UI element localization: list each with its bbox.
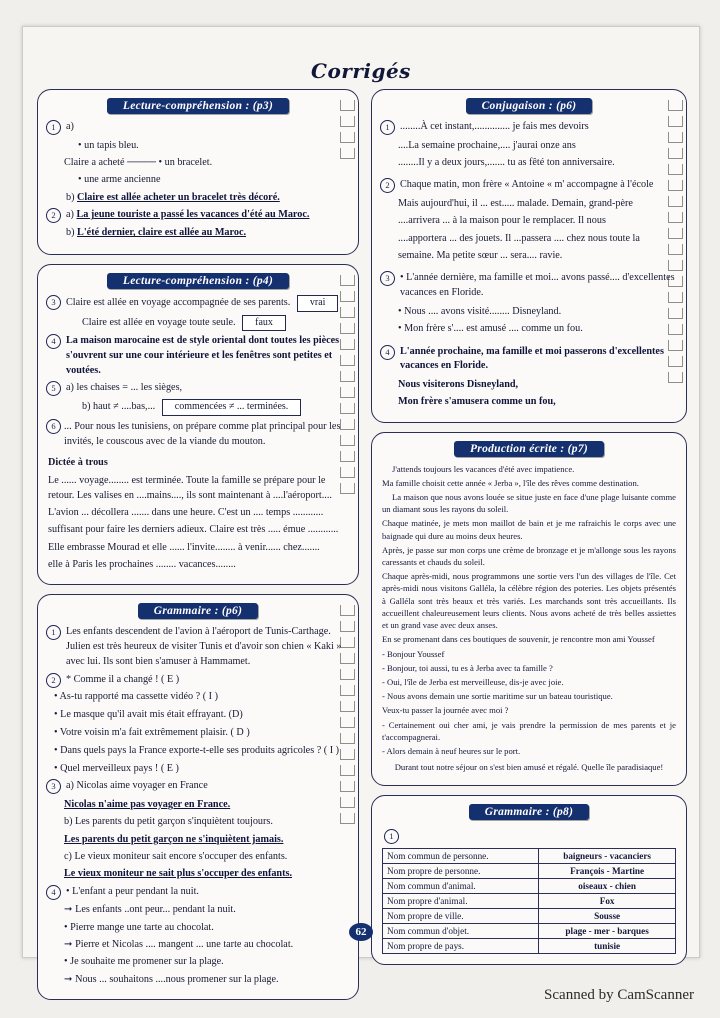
paragraph: Veux-tu passer la journée avec moi ? [382,705,509,716]
dictee-line: Elle embrasse Mourad et elle ...... l'invite........ à venir...... chez....... [48,541,320,553]
exercise-item [48,885,348,900]
exercise-label: b) [66,227,75,239]
paragraph: - Certainement oui cher ami, je vais prendre la permission de mes parents et je t'accompagnerai. [382,719,676,742]
paragraph: - Oui, l'île de Jerba est merveilleuse, dis-je avec joie. [382,676,564,687]
answer-line: Claire a acheté ──── • un bracelet. [64,157,213,169]
card-grammaire-p6 [37,594,359,1000]
section-banner-lecture-p3: Lecture-compréhension : (p3) [107,98,289,114]
card-lecture-p4 [37,264,359,585]
answer-text: Nous visiterons Disneyland, [398,379,519,391]
table-cell-label: Nom propre d'animal. [383,894,539,909]
exercise-number: 4 [46,334,61,349]
exercise-item [48,673,348,688]
section-banner-grammaire-p8: Grammaire : (p8) [469,804,589,820]
answer-text: Le vieux moniteur ne sait plus s'occuper des enfants. [64,868,293,880]
table-row [383,864,676,879]
exercise-number: 5 [46,381,61,396]
answer-text: Mais aujourd'hui, il ... est..... malade. Demain, grand-père [398,198,633,210]
question-text: a) Nicolas aime voyager en France [66,780,208,792]
card-grammaire-p8 [371,795,687,965]
exercise-item [382,345,676,375]
exercise-item: • Votre voisin m'a fait extrêmement plaisir. ( D ) [54,727,250,738]
page-number-badge: 62 [349,923,373,941]
answer-text: Mon frère s'amusera comme un fou, [398,396,556,408]
answer-text: ........Il y a deux jours,....... tu as fêté ton anniversaire. [398,157,615,169]
answer-badge-faux: faux [242,315,286,332]
table-row [383,849,676,864]
table-cell-value: baigneurs - vacanciers [539,849,676,864]
card-production-ecrite-p7 [371,432,687,787]
answer-text: Pierre et Nicolas .... mangent ... une tarte au chocolat. [75,938,294,950]
exercise-item [48,334,348,378]
answer-text: • Mon frère s'.... est amusé .... comme un fou. [398,323,583,335]
scanner-watermark: Scanned by CamScanner [544,987,694,1003]
question-text: c) Le vieux moniteur sait encore s'occuper des enfants. [64,851,288,863]
exercise-label: a) [66,382,74,394]
exercise-item: • Dans quels pays la France exporte-t-elle ses produits agricoles ? ( I ) [54,744,340,756]
table-cell-value: François - Martine [539,864,676,879]
answer-line: • un tapis bleu. [78,139,139,151]
question-text: Claire est allée en voyage accompagnée de ses parents. [66,297,291,309]
answer-text: Claire est allée acheter un bracelet très décoré. [77,191,280,203]
exercise-item [382,120,676,135]
exercise-number: 1 [380,120,395,135]
exercise-label: b) [66,191,75,203]
answer-text: Nicolas n'aime pas voyager en France. [64,799,231,811]
table-cell-label: Nom commun d'animal. [383,879,539,894]
table-cell-value: plage - mer - barques [539,924,676,939]
exercise-item [48,226,348,241]
table-cell-label: Nom propre de ville. [383,909,539,924]
paragraph: En se promenant dans ces boutiques de souvenir, je rencontre mon ami Youssef [382,634,655,645]
left-column [37,89,359,1009]
table-row [383,939,676,954]
exercise-number: 4 [46,885,61,900]
exercise-label: a) [66,121,74,132]
answer-badge-vrai: vrai [297,295,339,312]
answer-box: commencées ≠ ... terminées. [162,399,302,416]
exercise-item [48,208,348,223]
exercise-item [48,295,348,312]
paragraph: Chaque matinée, je mets mon maillot de bain et je me rafraichis le corps avec une baignade qui dure au moins deux heures. [382,518,676,541]
answer-text: Les enfants descendent de l'avion à l'aéroport de Tunis-Carthage. Julien est très heureux de visiter Tunis et d'avoir son chien « Kaki » avec lui. Ils sont bien s'amuser à Hammamet. [66,626,342,667]
card-conjugaison-p6 [371,89,687,423]
table-cell-value: tunisie [539,939,676,954]
exercise-item [48,399,348,416]
table-row [383,924,676,939]
arrow-icon: ➞ [64,973,73,985]
dictee-line: Le ...... voyage........ est terminée. Toute la famille se prépare pour le retour. Les valises en ....mains...., ils sont maintenant à ....l'aéroport.... [48,474,332,501]
answer-line: • une arme ancienne [78,174,161,186]
section-banner-production-p7: Production écrite : (p7) [454,441,604,457]
answer-text: Les enfants ..ont peur... pendant la nuit. [75,904,236,916]
question-text: * Comme il a changé ! ( E ) [66,673,180,685]
answer-text: L'année prochaine, ma famille et moi passerons d'excellentes vacances en Floride. [400,345,664,372]
arrow-icon: ➞ [64,904,73,916]
table-cell-value: Fox [539,894,676,909]
exercise-number: 3 [46,295,61,310]
exercise-number: 6 [46,419,61,434]
answer-text: Nous ... souhaitons ....nous promener sur la plage. [75,973,279,985]
dictee-line: L'avion ... décollera ....... dans une heure. C'est un .... temps ............ [48,507,324,519]
table-row [383,879,676,894]
arrow-icon: ➞ [64,938,73,950]
exercise-item [48,315,348,332]
answer-text: ....arrivera ... à la maison pour le remplacer. Il nous [398,215,606,227]
production-text [382,463,676,774]
exercise-item [48,191,348,206]
answer-text: La jeune touriste a passé les vacances d'été au Maroc. [76,209,310,221]
answer-line [48,902,348,917]
card-lecture-p3 [37,89,359,255]
exercise-item [48,381,348,396]
question-text: • Je souhaite me promener sur la plage. [64,956,224,968]
exercise-number: 2 [46,208,61,223]
exercise-item: • Le masque qu'il avait mis était effrayant. (D) [54,709,243,721]
answer-text: ........À cet instant,.............. je fais mes devoirs [400,121,589,132]
worksheet-sheet [22,26,700,985]
answer-line [48,937,348,952]
answer-text: • L'année dernière, ma famille et moi... avons passé.... d'excellentes vacances en Floride. [400,272,675,299]
section-banner-conjugaison-p6: Conjugaison : (p6) [466,98,593,114]
question-text: Claire est allée en voyage toute seule. [82,316,236,328]
table-cell-label: Nom propre de pays. [383,939,539,954]
exercise-number: 1 [46,120,61,135]
paragraph: - Bonjour, toi aussi, tu es à Jerba avec ta famille ? [382,662,553,673]
answer-text: • Nous .... avons visité........ Disneyland. [398,305,562,317]
answer-text: L'été dernier, claire est allée au Maroc. [77,227,247,239]
right-column [371,89,687,974]
exercise-number: 3 [380,271,395,286]
table-row [383,909,676,924]
exercise-item: • Quel merveilleux pays ! ( E ) [54,762,179,774]
exercise-item [382,178,676,193]
paragraph: Après, je passe sur mon corps une crème de bronzage et je m'allonge sous les rayons caressants et chauds du soleil. [382,544,676,568]
exercise-number: 3 [46,779,61,794]
paragraph: - Nous avons demain une sortie maritime sur un bateau touristique. [382,691,613,702]
answer-text: La maison marocaine est de style oriental dont toutes les pièces s'ouvrent sur une cour intérieure et les fenêtres sont petites et voutées. [66,335,340,376]
table-cell-label: Nom commun de personne. [383,849,539,864]
table-cell-label: Nom commun d'objet. [383,924,539,939]
answer-line [48,972,348,987]
paragraph: J'attends toujours les vacances d'été avec impatience. [392,463,575,474]
paragraph: Ma famille choisit cette année « Jerba », l'île des rêves comme destination. [382,477,639,488]
question-text: b) Les parents du petit garçon s'inquiètent toujours. [64,816,273,828]
paragraph: La maison que nous avons louée se situe juste en face d'une plage luisante comme un diamant sous les rayons du soleil. [382,492,676,515]
exercise-item [48,625,348,669]
dictee-line: suffisant pour faire les derniers adieux. Claire est très ..... émue ............ [48,524,339,536]
answer-text: ....apportera ... des jouets. Il ...passera .... chez nous toute la [398,232,640,244]
paragraph: Chaque après-midi, nous programmons une sortie vers l'un des villages de l'île. Cet après-midi nous visitons Galléla, la célèbre région des poteries. Les objets présentés à Galléla sont très beaux et très variés. Les marchands sont très accueillants. Ils accueillent chaleureusement leurs clients. Nous avons acheté de très belles assiettes et un grand vase avec deux anses. [382,571,676,631]
table-cell-label: Nom propre de personne. [383,864,539,879]
answer-text: haut ≠ ....bas,... [93,401,156,413]
table-cell-value: oiseaux - chien [539,879,676,894]
exercise-number: 1 [46,625,61,640]
question-text: • L'enfant a peur pendant la nuit. [66,885,199,897]
section-banner-lecture-p4: Lecture-compréhension : (p4) [107,273,289,289]
paragraph: - Alors demain à neuf heures sur le port. [382,745,521,756]
exercise-number: 2 [46,673,61,688]
answer-text: ....La semaine prochaine,.... j'aurai onze ans [398,139,576,151]
dictee-title: Dictée à trous [48,457,108,469]
answer-text: les chaises = ... les sièges, [76,382,183,394]
answer-text: ... Pour nous les tunisiens, on prépare comme plat principal pour les invités, le couscous avec de la viande du mouton. [64,420,341,447]
exercise-item: • As-tu rapporté ma cassette vidéo ? ( I ) [54,691,218,703]
exercise-item [48,120,348,135]
nouns-table [382,848,676,954]
exercise-number: 2 [380,178,395,193]
answer-text: semaine. Ma petite sœur ... sera.... ravie. [398,250,563,262]
answer-text: Les parents du petit garçon ne s'inquiètent jamais. [64,833,284,845]
exercise-label: a) [66,209,74,221]
exercise-number: 4 [380,345,395,360]
answer-text: Chaque matin, mon frère « Antoine « m' accompagne à l'école [400,179,654,191]
paragraph: Durant tout notre séjour on s'est bien amusé et régalé. Quelle île paradisiaque! [394,762,664,773]
dictee-line: elle à Paris les prochaines ........ vacances........ [48,559,236,571]
section-banner-grammaire-p6: Grammaire : (p6) [138,603,258,619]
exercise-item [48,779,348,794]
exercise-item [382,271,676,301]
question-text: • Pierre mange une tarte au chocolat. [64,921,214,933]
table-row [383,894,676,909]
page-title: Corrigés [311,59,411,83]
exercise-label: b) [82,401,91,413]
paragraph: - Bonjour Youssef [382,648,445,659]
table-cell-value: Sousse [539,909,676,924]
exercise-number: 1 [384,829,399,844]
